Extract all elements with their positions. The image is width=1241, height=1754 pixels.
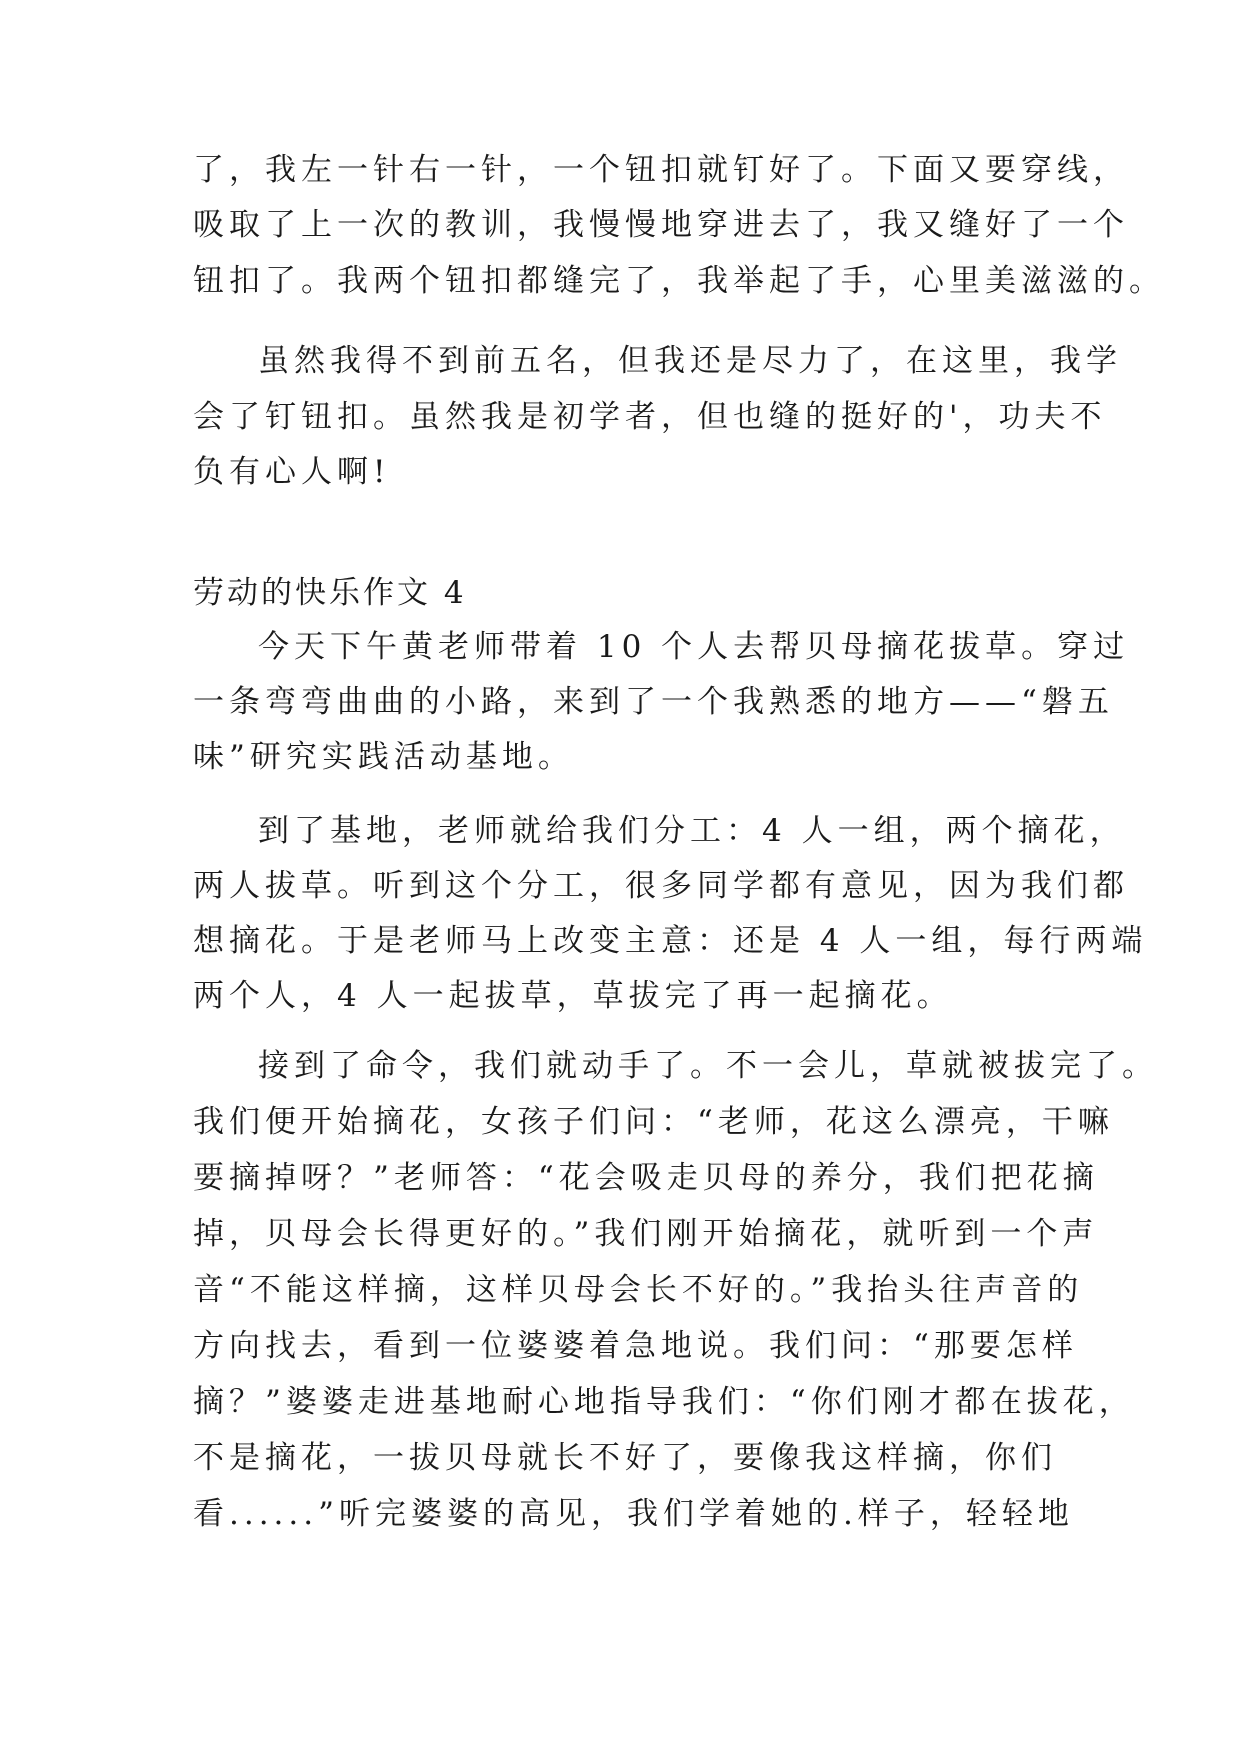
text-line: 想摘花。于是老师马上改变主意：还是 4 人一组，每行两端 bbox=[193, 923, 1148, 959]
text-line: 不是摘花，一拔贝母就长不好了，要像我这样摘，你们 bbox=[193, 1440, 1057, 1476]
text-line: 负有心人啊! bbox=[193, 454, 391, 490]
text-line: 钮扣了。我两个钮扣都缝完了，我举起了手，心里美滋滋的。 bbox=[193, 263, 1165, 299]
text-line: 方向找去，看到一位婆婆着急地说。我们问：“那要怎样 bbox=[193, 1328, 1078, 1364]
text-line: 看......”听完婆婆的高见，我们学着她的.样子，轻轻地 bbox=[193, 1496, 1074, 1532]
text-line: 到了基地，老师就给我们分工：4 人一组，两个摘花， bbox=[258, 813, 1126, 849]
text-line: 吸取了上一次的教训，我慢慢地穿进去了，我又缝好了一个 bbox=[193, 207, 1129, 243]
text-line: 两个人，4 人一起拔草，草拔完了再一起摘花。 bbox=[193, 978, 953, 1014]
text-line: 掉，贝母会长得更好的。”我们刚开始摘花，就听到一个声 bbox=[193, 1216, 1099, 1252]
text-line: 我们便开始摘花，女孩子们问：“老师，花这么漂亮，干嘛 bbox=[193, 1104, 1114, 1140]
text-line: 两人拔草。听到这个分工，很多同学都有意见，因为我们都 bbox=[193, 868, 1129, 904]
text-line: 虽然我得不到前五名，但我还是尽力了，在这里，我学 bbox=[258, 343, 1122, 379]
text-line: 了，我左一针右一针，一个钮扣就钉好了。下面又要穿线， bbox=[193, 152, 1129, 188]
text-line: 接到了命令，我们就动手了。不一会儿，草就被拔完了。 bbox=[258, 1048, 1158, 1084]
text-line: 一条弯弯曲曲的小路，来到了一个我熟悉的地方——“磐五 bbox=[193, 684, 1114, 720]
text-line: 今天下午黄老师带着 10 个人去帮贝母摘花拔草。穿过 bbox=[258, 629, 1130, 665]
text-line: 味”研究实践活动基地。 bbox=[193, 739, 574, 775]
text-line: 要摘掉呀？”老师答：“花会吸走贝母的养分，我们把花摘 bbox=[193, 1160, 1099, 1196]
text-line: 摘？”婆婆走进基地耐心地指导我们：“你们刚才都在拔花， bbox=[193, 1384, 1135, 1420]
text-line: 音“不能这样摘，这样贝母会长不好的。”我抬头往声音的 bbox=[193, 1272, 1084, 1308]
text-line: 会了钉钮扣。虽然我是初学者，但也缝的挺好的'，功夫不 bbox=[193, 399, 1107, 435]
essay-title: 劳动的快乐作文 4 bbox=[193, 575, 467, 611]
